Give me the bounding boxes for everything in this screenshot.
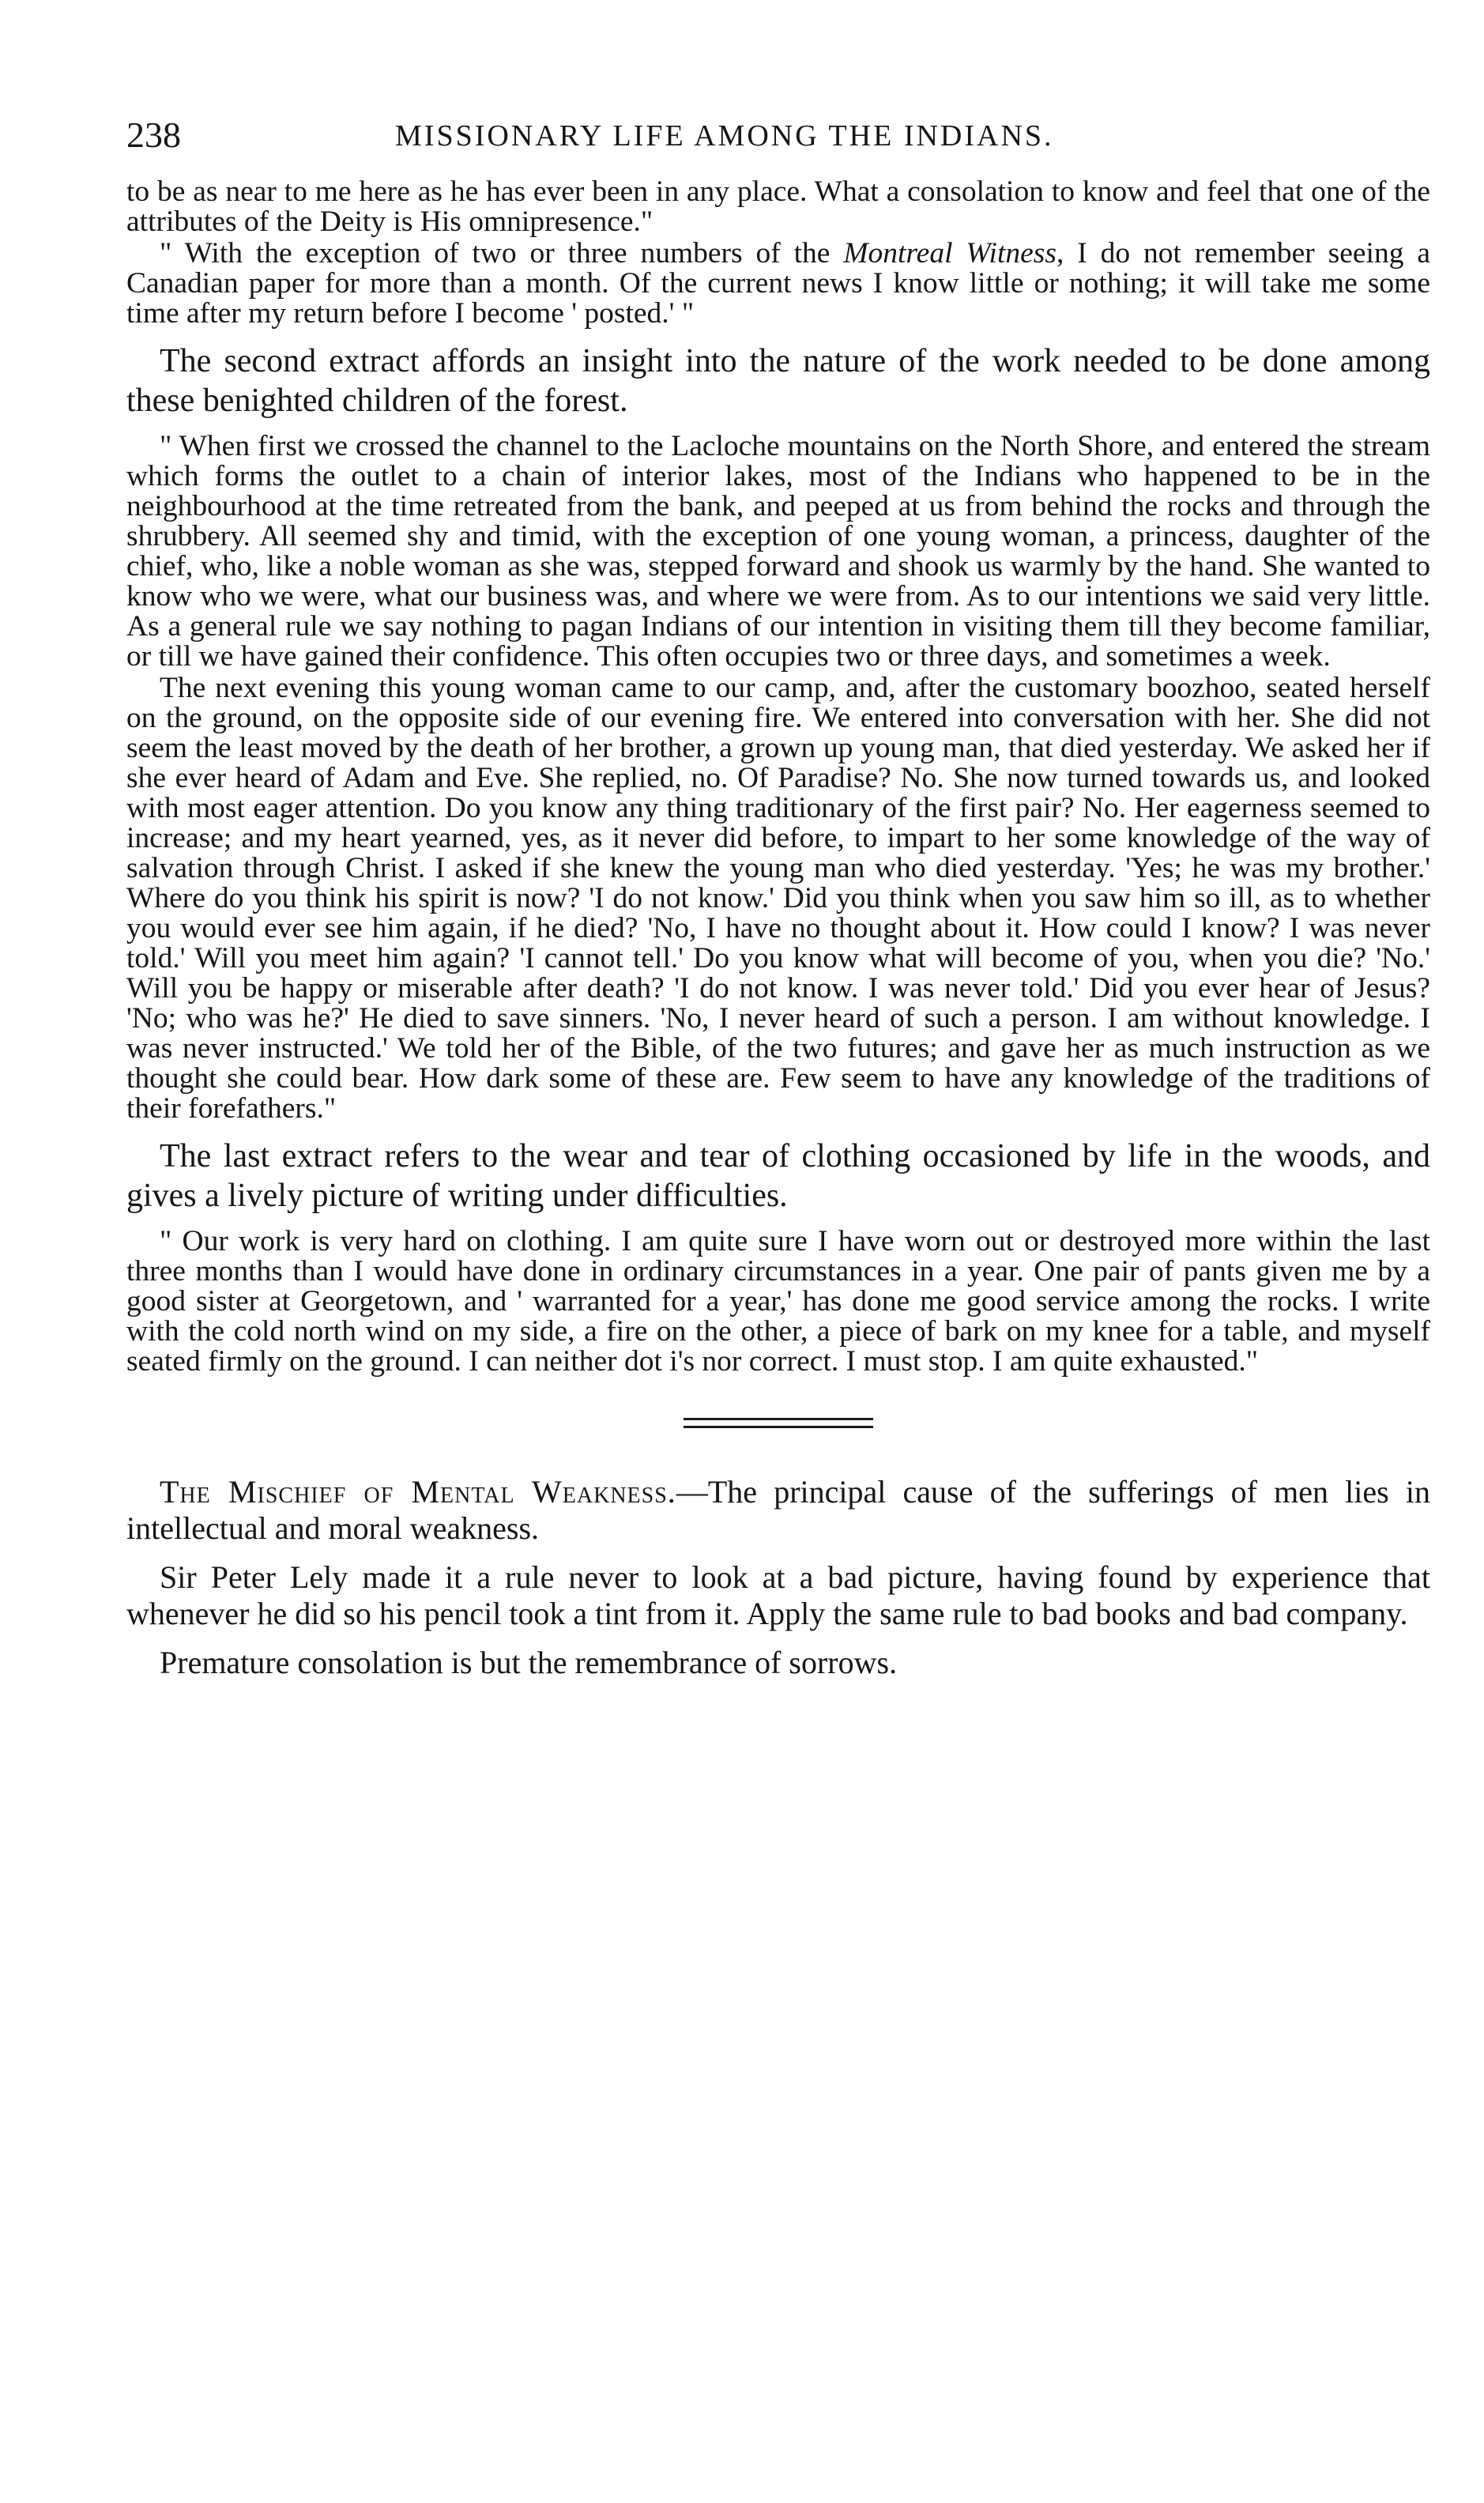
- miscellany-text: —The principal cause of the sufferings of men lies in intellectual and moral weakness.: [126, 1474, 1431, 1546]
- section-divider: [684, 1418, 873, 1428]
- miscellany-heading: The Mischief of Mental Weakness.: [160, 1474, 676, 1510]
- narrative-paragraph: The second extract affords an insight into the nature of the work needed to be done among these benighted children of the forest.: [126, 343, 1430, 419]
- running-head: [126, 103, 1430, 166]
- quote-paragraph: [126, 239, 1430, 329]
- page: [126, 103, 1430, 1694]
- quote-text: , I do not remember seeing a Canadian paper for more than a month. Of the current news I know little or nothing; it will take me some time after my return before I become ' posted.' ": [126, 237, 1431, 330]
- page-number: 238: [126, 115, 181, 155]
- newspaper-title: Montreal Witness: [843, 237, 1057, 270]
- quote-paragraph: " Our work is very hard on clothing. I am quite sure I have worn out or destroyed more within the last three months than I would have done in ordinary circumstances in a year. One pair of pants given me by a good sister at Georgetown, and ' warranted for a year,' has done me good service among the rocks. I write with the cold north wind on my side, a fire on the other, a piece of bark on my knee for a table, and myself seated firmly on the ground. I can neither dot i's nor correct. I must stop. I am quite exhausted.": [126, 1225, 1430, 1378]
- quote-paragraph: to be as near to me here as he has ever been in any place. What a consolation to know and feel that one of the attributes of the Deity is His omnipresence.": [126, 175, 1430, 238]
- miscellany-paragraph: Sir Peter Lely made it a rule never to look at a bad picture, having found by experience that whenever he did so his pencil took a tint from it. Apply the same rule to bad books and bad company.: [126, 1559, 1430, 1631]
- divider-line: [684, 1426, 873, 1428]
- miscellany-paragraph: [126, 1474, 1430, 1547]
- quote-paragraph: The next evening this young woman came to our camp, and, after the customary boozhoo, seated herself on the ground, on the opposite side of our evening fire. We entered into conversation with her. She did not seem the least moved by the death of her brother, a grown up young man, that died yesterday. We asked her if she ever heard of Adam and Eve. She replied, no. Of Paradise? No. She now turned towards us, and looked with most eager attention. Do you know any thing traditionary of the first pair? No. Her eagerness seemed to increase; and my heart yearned, yes, as it never did before, to impart to her some knowledge of the way of salvation through Christ. I asked if she knew the young man who died yesterday. 'Yes; he was my brother.' Where do you think his spirit is now? 'I do not know.' Did you think when you saw him so ill, as to whether you would ever see him again, if he died? 'No, I have no thought about it. How could I know? I was never told.' Will you meet him again? 'I cannot tell.' Do you know what will become of you, when you die? 'No.' Will you be happy or miserable after death? 'I do not know. I was never told.' Did you ever hear of Jesus? 'No; who was he?' He died to save sinners. 'No, I never heard of such a person. I am without knowledge. I was never instructed.' We told her of the Bible, of the two futures; and gave her as much instruction as we thought she could bear. How dark some of these are. Few seem to have any knowledge of the traditions of their forefathers.": [126, 672, 1430, 1125]
- running-title: MISSIONARY LIFE AMONG THE INDIANS.: [395, 119, 1054, 153]
- divider-line: [684, 1418, 873, 1420]
- miscellany-paragraph: Premature consolation is but the remembrance of sorrows.: [160, 1645, 898, 1680]
- narrative-paragraph: The last extract refers to the wear and tear of clothing occasioned by life in the woods, and gives a lively picture of writing under difficulties.: [126, 1138, 1430, 1214]
- quote-paragraph: " When first we crossed the channel to the Lacloche mountains on the North Shore, and entered the stream which forms the outlet to a chain of interior lakes, most of the Indians who happened to be in the neighbourhood at the time retreated from the bank, and peeped at us from behind the rocks and through the shrubbery. All seemed shy and timid, with the exception of one young woman, a princess, daughter of the chief, who, like a noble woman as she was, stepped forward and shook us warmly by the hand. She wanted to know who we were, what our business was, and where we were from. As to our intentions we said very little. As a general rule we say nothing to pagan Indians of our intention in visiting them till they become familiar, or till we have gained their confidence. This often occupies two or three days, and sometimes a week.: [126, 430, 1430, 673]
- quote-text: " With the exception of two or three numbers of the: [160, 237, 844, 270]
